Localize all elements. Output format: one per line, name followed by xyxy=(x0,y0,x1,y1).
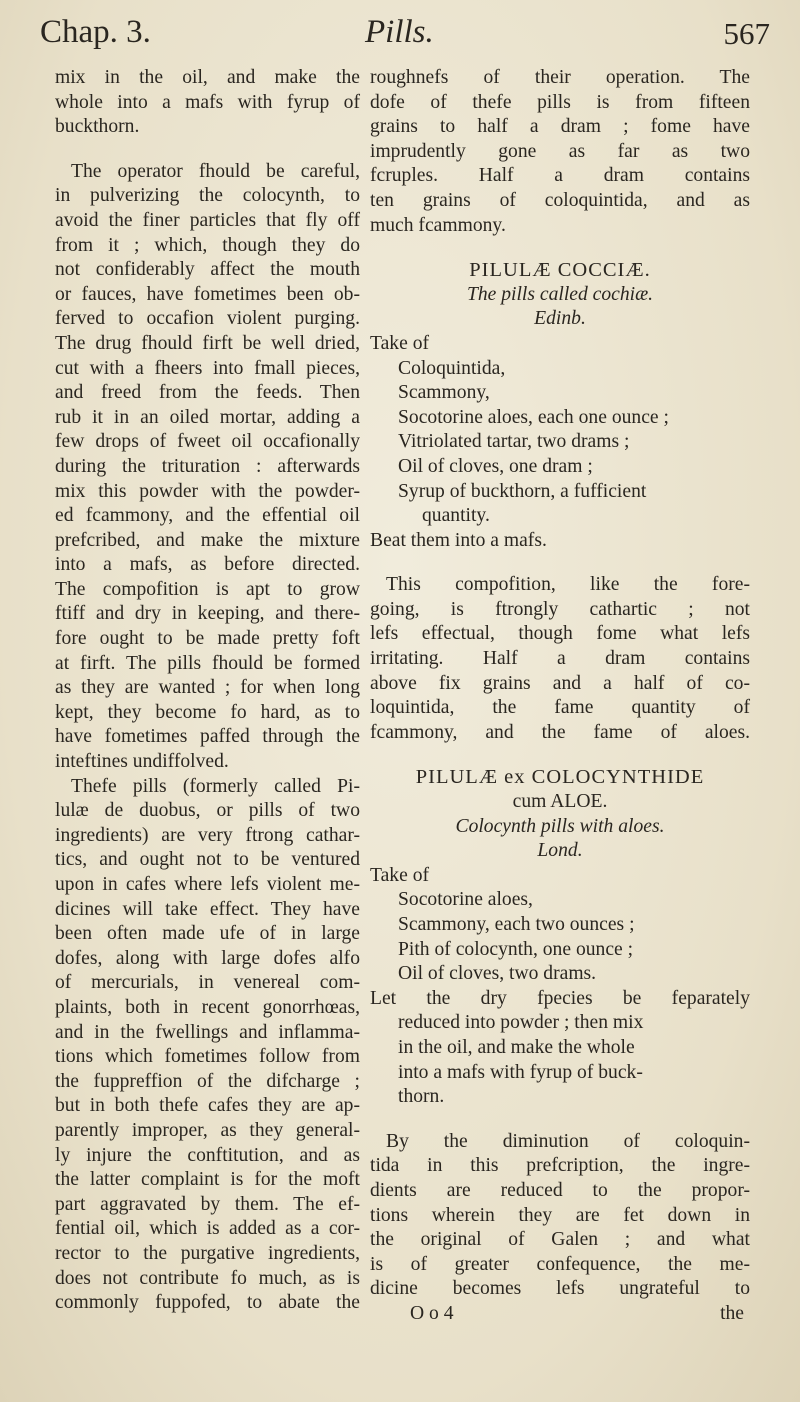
text-line: roughnefs of their operation. The xyxy=(370,67,750,88)
text-line: part aggravated by them. The ef- xyxy=(55,1193,360,1215)
text-line: avoid the finer particles that fly off xyxy=(55,209,360,231)
text-line: ftiff and dry in keeping, and there- xyxy=(55,603,360,625)
paragraph-gap xyxy=(370,745,750,765)
text-line: but in both thefe cafes they are ap- xyxy=(55,1095,360,1117)
text-line: fential oil, which is added as a cor- xyxy=(55,1218,360,1240)
text-line: parently improper, as they general- xyxy=(55,1119,360,1141)
text-line: been often made ufe of in large xyxy=(55,923,360,945)
text-line: Thefe pills (formerly called Pi- xyxy=(71,775,360,797)
text-line: tics, and ought not to be ventured xyxy=(55,849,360,871)
signature-mark: O o 4 xyxy=(410,1302,454,1324)
text-line: and in the fwellings and inflamma- xyxy=(55,1021,360,1043)
text-line: Pith of colocynth, one ounce ; xyxy=(398,938,634,960)
text-line: The drug fhould firft be well dried, xyxy=(55,332,360,354)
running-title: Pills. xyxy=(365,14,434,50)
paragraph-gap xyxy=(370,238,750,258)
catchword: the xyxy=(720,1302,744,1324)
text-line: commonly fuppofed, to abate the xyxy=(55,1292,360,1314)
text-line: is of greater confequence, the me- xyxy=(370,1253,750,1275)
text-line: of mercurials, in venereal com- xyxy=(55,972,360,994)
text-line: By the diminution of coloquin- xyxy=(386,1130,750,1152)
text-line: ed fcammony, and the effential oil xyxy=(55,505,360,527)
text-line: lulæ de duobus, or pills of two xyxy=(55,800,360,822)
text-line: Beat them into a mafs. xyxy=(370,529,547,551)
text-line: tida in this prefcription, the ingre- xyxy=(370,1155,750,1177)
text-line: tions which fometimes follow from xyxy=(55,1046,360,1068)
right-column xyxy=(370,66,750,1326)
text-line: upon in cafes where lefs violent me- xyxy=(55,874,360,895)
text-line: The operator fhould be careful, xyxy=(71,160,360,182)
text-line: Let the dry fpecies be feparately xyxy=(370,987,750,1009)
text-line: during the trituration : afterwards xyxy=(55,455,360,477)
recipe-title: PILULÆ ex COLOCYNTHIDE xyxy=(415,766,705,789)
text-line: The pills called cochiæ. xyxy=(466,283,654,305)
text-line: rector to the purgative ingredients, xyxy=(55,1242,360,1264)
text-line: cum ALOE. xyxy=(512,791,608,813)
paragraph-gap xyxy=(370,1110,750,1130)
text-line: Take of xyxy=(370,332,430,354)
text-line: The compofition is apt to grow xyxy=(55,578,360,600)
text-line: kept, they become fo hard, as to xyxy=(55,701,360,723)
text-line: dients are reduced to the propor- xyxy=(370,1179,750,1201)
text-line: going, is ftrongly cathartic ; not xyxy=(370,598,750,620)
text-line: the fuppreffion of the difcharge ; xyxy=(55,1070,360,1092)
text-line: Edinb. xyxy=(534,308,586,330)
text-line: loquintida, the fame quantity of xyxy=(370,697,750,719)
text-line: the latter complaint is for the moft xyxy=(55,1169,360,1191)
text-line: as they are wanted ; for when long xyxy=(55,677,360,699)
text-line: Syrup of buckthorn, a fufficient xyxy=(398,480,647,502)
text-line: from it ; which, though they do xyxy=(55,234,360,256)
running-header xyxy=(40,14,770,64)
text-line: dofe of thefe pills is from fifteen xyxy=(370,91,750,113)
text-line: Vitriolated tartar, two drams ; xyxy=(398,431,630,453)
text-line: ly injure the conftitution, and as xyxy=(55,1144,360,1166)
text-line: in pulverizing the colocynth, to xyxy=(55,185,360,207)
text-line: fcammony, and the fame of aloes. xyxy=(370,721,750,743)
text-line: thorn. xyxy=(398,1086,445,1108)
text-line: Oil of cloves, one dram ; xyxy=(398,455,593,477)
text-line: This compofition, like the fore- xyxy=(386,574,750,596)
text-line: dicines will take effect. They have xyxy=(55,898,360,920)
text-line: irritating. Half a dram contains xyxy=(370,648,750,670)
text-line: whole into a mafs with fyrup of xyxy=(55,91,360,113)
text-line: fore ought to be made pretty foft xyxy=(55,628,360,650)
text-line: Oil of cloves, two drams. xyxy=(398,963,597,985)
text-line: Scammony, xyxy=(398,382,490,404)
text-line: Socotorine aloes, each one ounce ; xyxy=(398,406,669,428)
text-line: not confiderably affect the mouth xyxy=(55,259,360,281)
text-line: Lond. xyxy=(537,840,583,862)
page-number: 567 xyxy=(723,16,770,51)
text-line: the original of Galen ; and what xyxy=(370,1229,750,1251)
text-line: does not contribute fo much, as is xyxy=(55,1267,360,1289)
text-line: lefs effectual, though fome what lefs xyxy=(370,623,750,645)
text-line: imprudently gone as far as two xyxy=(370,140,750,162)
text-line: at firft. The pills fhould be formed xyxy=(55,652,360,674)
text-line: inteftines undiffolved. xyxy=(55,751,229,773)
text-line: and freed from the feeds. Then xyxy=(55,382,360,404)
chapter-label: Chap. 3. xyxy=(40,14,151,50)
text-line: have fometimes paffed through the xyxy=(55,726,360,748)
text-line: few drops of fweet oil occafionally xyxy=(55,431,360,453)
text-line: reduced into powder ; then mix xyxy=(398,1012,644,1034)
text-line: fcruples. Half a dram contains xyxy=(370,165,750,187)
text-line: rub it in an oiled mortar, adding a xyxy=(55,406,360,428)
recipe-title: PILULÆ COCCIÆ. xyxy=(469,259,651,282)
text-line: ingredients) are very ftrong cathar- xyxy=(55,824,360,846)
text-line: dicine becomes lefs ungrateful to xyxy=(370,1278,750,1300)
text-line: quantity. xyxy=(422,505,490,527)
text-line: in the oil, and make the whole xyxy=(398,1036,635,1058)
text-line: Take of xyxy=(370,864,430,886)
text-line: or fauces, have fometimes been ob- xyxy=(55,283,360,305)
text-line: dofes, along with large dofes alfo xyxy=(55,947,360,969)
text-line: ferved to occafion violent purging. xyxy=(55,308,360,330)
text-line: Scammony, each two ounces ; xyxy=(398,914,635,935)
text-line: Coloquintida, xyxy=(398,357,506,379)
text-line: mix in the oil, and make the xyxy=(55,67,360,88)
text-line: above fix grains and a half of co- xyxy=(370,672,750,694)
page-footer xyxy=(370,1302,750,1326)
text-line: cut with a fheers into fmall pieces, xyxy=(55,357,360,379)
text-line: buckthorn. xyxy=(55,116,140,138)
text-line: Socotorine aloes, xyxy=(398,889,533,911)
text-line: prefcribed, and make the mixture xyxy=(55,529,360,551)
text-line: mix this powder with the powder- xyxy=(55,480,360,502)
text-line: into a mafs, as before directed. xyxy=(55,554,360,576)
text-line: tions wherein they are fet down in xyxy=(370,1204,750,1226)
paragraph-gap xyxy=(55,140,360,160)
paragraph-gap xyxy=(370,553,750,573)
text-line: much fcammony. xyxy=(370,214,506,236)
text-line: grains to half a dram ; fome have xyxy=(370,116,750,138)
text-line: plaints, both in recent gonorrhœas, xyxy=(55,996,360,1018)
text-line: into a mafs with fyrup of buck- xyxy=(398,1061,643,1083)
text-line: Colocynth pills with aloes. xyxy=(455,815,665,837)
text-line: ten grains of coloquintida, and as xyxy=(370,189,750,211)
left-column xyxy=(55,66,360,1316)
